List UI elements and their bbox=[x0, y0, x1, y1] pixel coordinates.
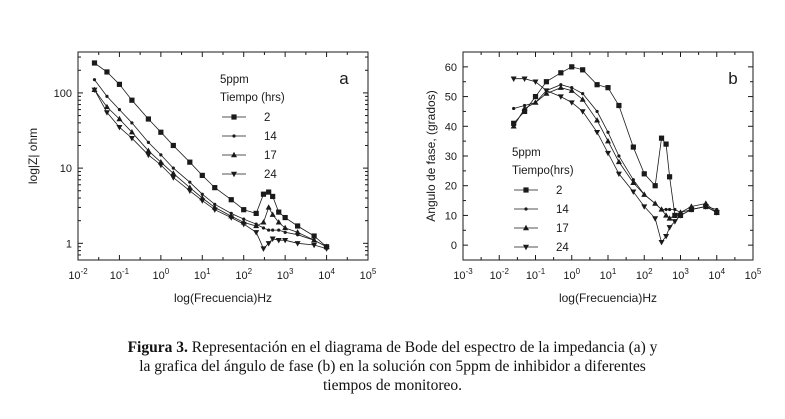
x-tick-label: $10^{-2}$ bbox=[489, 267, 509, 282]
legend-entry: 24 bbox=[556, 242, 569, 254]
data-point bbox=[129, 98, 134, 103]
legend-entry: 2 bbox=[556, 185, 563, 197]
x-tick-label: $10^3$ bbox=[672, 267, 689, 282]
data-point bbox=[170, 175, 176, 180]
data-point bbox=[580, 67, 585, 72]
data-point bbox=[668, 208, 671, 211]
panel-letter: a bbox=[339, 69, 349, 88]
data-point bbox=[282, 225, 288, 230]
legend-subtitle: Tiempo(hrs) bbox=[512, 165, 574, 177]
data-point bbox=[253, 230, 259, 235]
data-point bbox=[172, 167, 175, 170]
data-point bbox=[130, 121, 133, 124]
panel-letter: b bbox=[728, 69, 738, 88]
data-point bbox=[146, 116, 151, 121]
data-point bbox=[159, 153, 162, 156]
data-point bbox=[659, 136, 664, 141]
caption-line-1 bbox=[0, 338, 785, 357]
data-point bbox=[117, 82, 122, 87]
data-point bbox=[266, 204, 272, 209]
legend-marker bbox=[524, 207, 527, 210]
x-tick-label: $10^3$ bbox=[276, 267, 294, 282]
data-point bbox=[295, 223, 300, 228]
series-line bbox=[514, 79, 717, 243]
legend-subtitle: Tiempo (hrs) bbox=[220, 92, 285, 104]
y-axis-label: Angulo de fase, (grados) bbox=[424, 90, 438, 222]
data-point bbox=[605, 151, 611, 156]
legend-marker bbox=[523, 225, 529, 230]
data-point bbox=[171, 143, 176, 148]
data-point bbox=[284, 231, 287, 234]
data-point bbox=[187, 189, 193, 194]
data-point bbox=[93, 78, 96, 81]
data-point bbox=[276, 210, 281, 215]
x-tick-label: $10^1$ bbox=[193, 267, 211, 282]
x-axis-label: log(Frecuencia)Hz bbox=[173, 291, 273, 305]
legend-entry: 17 bbox=[556, 223, 569, 235]
caption-line-2: la grafica del ángulo de fase (b) en la solución con 5ppm de inhibidor a diferentes bbox=[139, 358, 646, 375]
data-point bbox=[147, 141, 150, 144]
data-point bbox=[558, 94, 564, 99]
x-tick-label: $10^5$ bbox=[744, 267, 762, 282]
series-24 bbox=[91, 88, 329, 252]
series-line bbox=[95, 90, 327, 249]
y-tick-label: 10 bbox=[444, 210, 457, 223]
legend-title: 5ppm bbox=[512, 147, 541, 159]
legend-entry: 2 bbox=[264, 112, 271, 124]
y-tick-label: 10 bbox=[59, 163, 72, 176]
figure-caption bbox=[0, 338, 785, 395]
data-point bbox=[92, 60, 97, 65]
data-point bbox=[241, 207, 246, 212]
legend-title: 5ppm bbox=[220, 74, 249, 86]
series-17 bbox=[91, 87, 329, 249]
data-point bbox=[606, 131, 609, 134]
data-point bbox=[605, 138, 611, 143]
data-point bbox=[283, 215, 288, 220]
x-tick-label: $10^4$ bbox=[708, 267, 726, 282]
x-tick-label: $10^{-1}$ bbox=[109, 267, 130, 282]
data-point bbox=[664, 208, 667, 211]
data-point bbox=[667, 174, 672, 179]
data-point bbox=[659, 240, 665, 245]
data-point bbox=[512, 107, 515, 110]
legend-marker bbox=[231, 114, 236, 119]
legend-marker bbox=[523, 245, 529, 250]
data-point bbox=[631, 144, 636, 149]
data-point bbox=[212, 185, 217, 190]
data-point bbox=[145, 153, 151, 158]
data-point bbox=[199, 198, 205, 203]
x-tick-label: $10^0$ bbox=[152, 267, 170, 282]
chart-panel-b bbox=[424, 52, 762, 305]
data-point bbox=[188, 181, 191, 184]
data-point bbox=[595, 110, 598, 113]
x-tick-label: $10^{-3}$ bbox=[453, 267, 473, 282]
data-point bbox=[270, 212, 276, 217]
series-line bbox=[514, 85, 717, 213]
data-point bbox=[544, 79, 549, 84]
legend-entry: 24 bbox=[264, 169, 277, 181]
data-point bbox=[187, 160, 192, 165]
data-point bbox=[605, 85, 610, 90]
data-point bbox=[533, 94, 538, 99]
legend bbox=[220, 74, 285, 181]
data-point bbox=[200, 173, 205, 178]
data-point bbox=[241, 222, 247, 227]
data-point bbox=[642, 171, 647, 176]
data-point bbox=[105, 95, 108, 98]
x-tick-label: $10^{-1}$ bbox=[525, 267, 546, 282]
legend-marker bbox=[232, 134, 235, 137]
series-14 bbox=[512, 83, 718, 214]
series-line bbox=[514, 88, 717, 219]
data-point bbox=[581, 92, 584, 95]
data-point bbox=[558, 70, 563, 75]
legend bbox=[512, 147, 574, 254]
x-tick-label: $10^2$ bbox=[635, 267, 653, 282]
data-point bbox=[104, 69, 109, 74]
data-point bbox=[594, 130, 600, 135]
data-point bbox=[667, 225, 673, 230]
y-tick-label: 1 bbox=[65, 238, 72, 251]
legend-entry: 14 bbox=[264, 131, 277, 143]
x-tick-label: $10^1$ bbox=[599, 267, 617, 282]
data-point bbox=[158, 130, 163, 135]
data-point bbox=[511, 77, 517, 82]
data-point bbox=[276, 238, 282, 243]
data-point bbox=[270, 194, 275, 199]
data-point bbox=[118, 108, 121, 111]
x-tick-label: $10^0$ bbox=[563, 267, 581, 282]
data-point bbox=[594, 82, 599, 87]
data-point bbox=[277, 228, 280, 231]
data-point bbox=[653, 183, 658, 188]
y-axis-label: log|Z| ohm bbox=[26, 127, 40, 185]
data-point bbox=[267, 228, 270, 231]
x-tick-label: $10^2$ bbox=[235, 267, 253, 282]
legend-entry: 17 bbox=[264, 150, 277, 162]
series-2 bbox=[92, 60, 329, 249]
series-17 bbox=[511, 84, 720, 220]
data-point bbox=[652, 200, 658, 205]
data-point bbox=[663, 142, 668, 147]
data-point bbox=[212, 207, 218, 212]
y-tick-label: 0 bbox=[450, 240, 457, 253]
y-tick-label: 30 bbox=[444, 151, 457, 163]
data-point bbox=[533, 80, 539, 85]
data-point bbox=[569, 100, 575, 105]
y-tick-label: 60 bbox=[444, 61, 457, 74]
series-line bbox=[95, 90, 327, 247]
legend-entry: 14 bbox=[556, 204, 569, 216]
legend-marker bbox=[231, 152, 237, 157]
data-point bbox=[260, 219, 266, 224]
series-line bbox=[95, 63, 327, 247]
chart-panel-a bbox=[26, 52, 377, 305]
data-point bbox=[261, 192, 266, 197]
caption-label: Figura 3. bbox=[127, 339, 188, 356]
series-24 bbox=[511, 77, 720, 246]
x-tick-label: $10^5$ bbox=[359, 267, 377, 282]
legend-marker bbox=[231, 172, 237, 177]
data-point bbox=[262, 226, 265, 229]
caption-line-3: tiempos de monitoreo. bbox=[322, 377, 463, 394]
data-point bbox=[229, 197, 234, 202]
y-tick-label: 40 bbox=[444, 121, 457, 134]
x-tick-label: $10^4$ bbox=[318, 267, 335, 282]
data-point bbox=[254, 211, 259, 216]
data-point bbox=[616, 103, 621, 108]
x-tick-label: $10^{-2}$ bbox=[68, 267, 88, 282]
data-point bbox=[594, 117, 600, 122]
caption-text-1: Representación en el diagrama de Bode del espectro de la impedancia (a) y bbox=[191, 339, 658, 356]
data-point bbox=[260, 246, 266, 251]
legend-marker bbox=[523, 187, 528, 192]
y-tick-label: 20 bbox=[444, 180, 457, 193]
y-tick-label: 100 bbox=[53, 87, 72, 100]
data-point bbox=[580, 96, 586, 101]
data-point bbox=[673, 208, 676, 211]
x-axis-label: log(Frecuencia)Hz bbox=[558, 291, 658, 305]
data-point bbox=[617, 154, 620, 157]
data-point bbox=[271, 228, 274, 231]
data-point bbox=[652, 216, 658, 221]
y-tick-label: 50 bbox=[444, 91, 457, 104]
data-point bbox=[569, 64, 574, 69]
